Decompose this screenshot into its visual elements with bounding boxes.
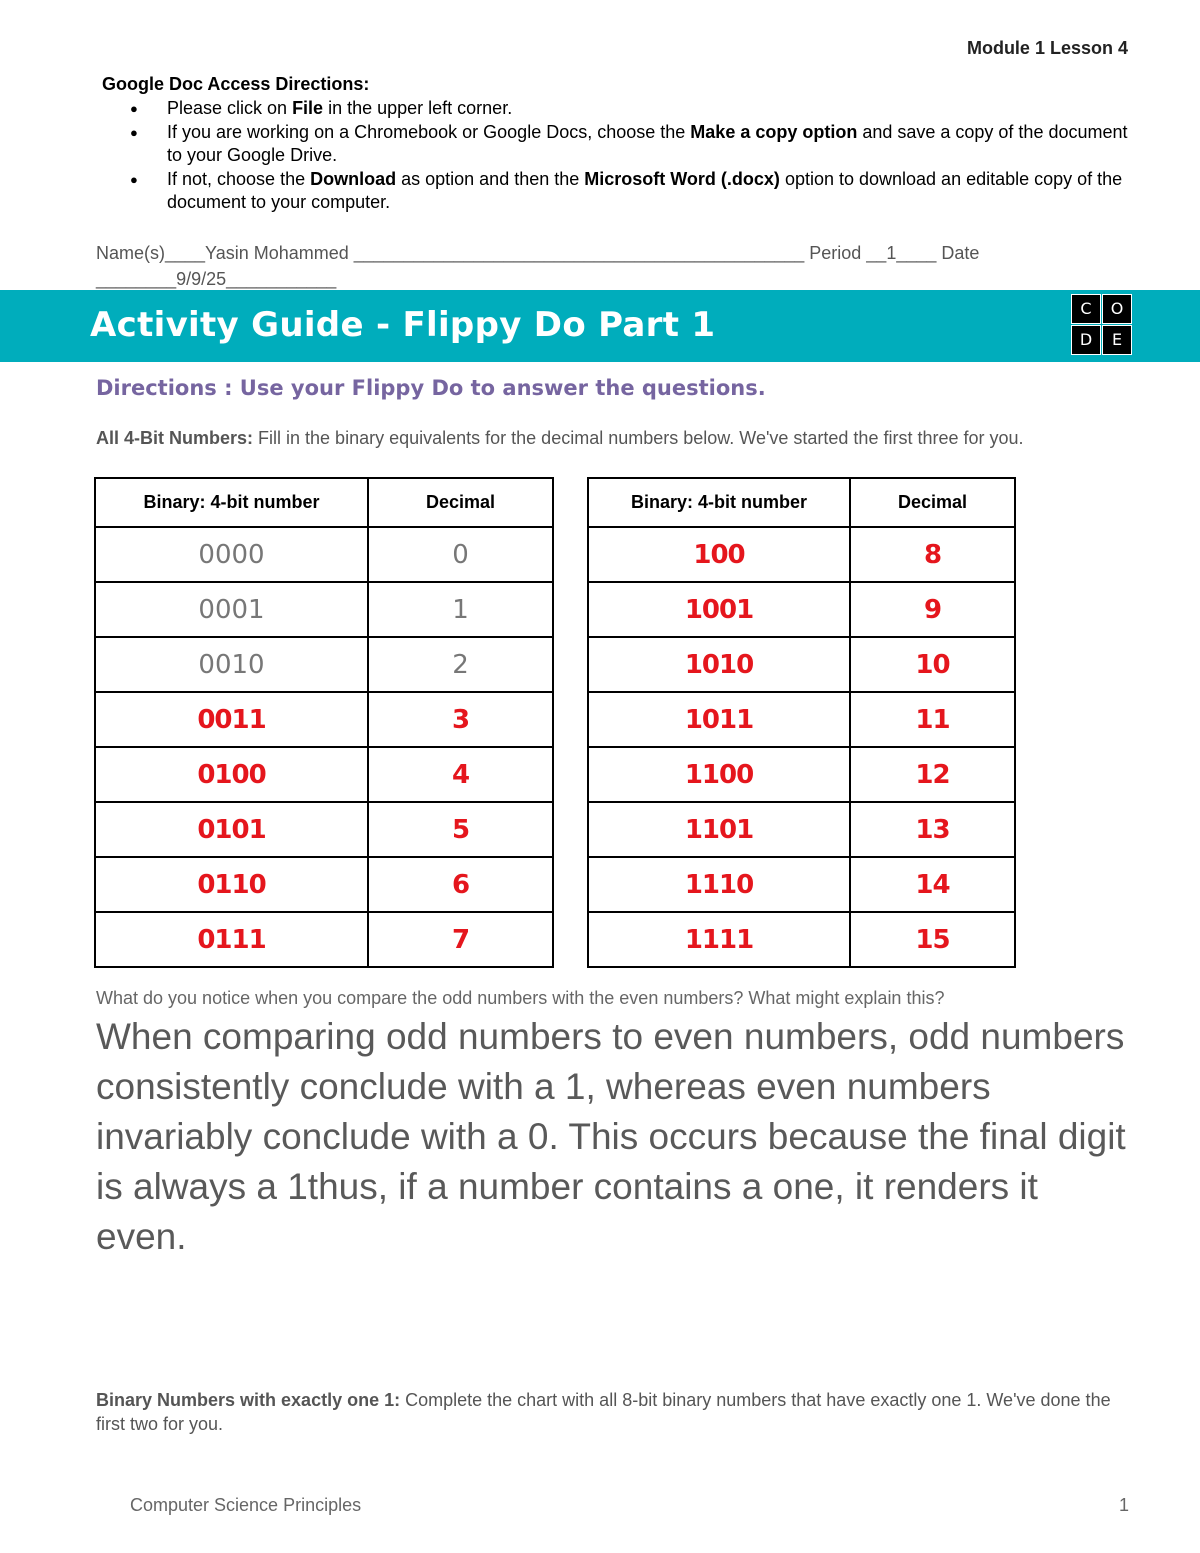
directions-heading: Directions : Use your Flippy Do to answer the questions. [96, 376, 766, 400]
question-text: What do you notice when you compare the odd numbers with the even numbers? What might explain this? [96, 988, 945, 1008]
binary-cell[interactable]: 0101 [95, 802, 368, 857]
decimal-cell[interactable]: 11 [850, 692, 1015, 747]
decimal-cell[interactable]: 7 [368, 912, 553, 967]
column-header: Binary: 4-bit number [95, 478, 368, 527]
decimal-cell[interactable]: 4 [368, 747, 553, 802]
decimal-cell[interactable]: 12 [850, 747, 1015, 802]
one-bits-instructions [96, 1388, 1136, 1436]
footer-course: Computer Science Principles [130, 1495, 362, 1515]
binary-cell[interactable]: 0000 [95, 527, 368, 582]
table-row [95, 857, 553, 912]
decimal-cell[interactable]: 3 [368, 692, 553, 747]
logo-letter: C [1071, 294, 1101, 324]
binary-cell[interactable]: 0110 [95, 857, 368, 912]
decimal-cell[interactable]: 15 [850, 912, 1015, 967]
table-row [95, 637, 553, 692]
binary-table-left [94, 477, 554, 968]
logo-letter: E [1102, 325, 1132, 355]
table-row [95, 692, 553, 747]
binary-cell[interactable]: 1111 [588, 912, 850, 967]
table-row [588, 527, 1015, 582]
answer-text[interactable]: When comparing odd numbers to even numbers, odd numbers consistently conclude with a 1, whereas even numbers invariably conclude with a 0. This occurs because the final digit is always a 1thus, if a number contains a one, it renders it even. [96, 1016, 1126, 1257]
date-line: ________9/9/25___________ [96, 269, 337, 289]
decimal-cell[interactable]: 10 [850, 637, 1015, 692]
section-text: Fill in the binary equivalents for the decimal numbers below. We've started the first three for you. [253, 428, 1024, 448]
name-line: Name(s)____Yasin Mohammed _____________________________________________ Period __1____ Date [96, 243, 980, 263]
code-logo [1071, 294, 1133, 356]
all-bits-instructions [96, 428, 1024, 449]
binary-table-right [587, 477, 1016, 968]
section-label: All 4-Bit Numbers: [96, 428, 254, 448]
column-header: Decimal [850, 478, 1015, 527]
decimal-cell[interactable]: 6 [368, 857, 553, 912]
text: as option and then the [396, 168, 585, 189]
text: If you are working on a Chromebook or Google Docs, choose the [167, 121, 691, 142]
table-row [588, 692, 1015, 747]
binary-cell[interactable]: 0011 [95, 692, 368, 747]
table-row [588, 857, 1015, 912]
text: Make a copy option [690, 121, 858, 142]
page-title: Activity Guide - Flippy Do Part 1 [90, 305, 716, 345]
text: If not, choose the [167, 168, 311, 189]
text: Microsoft Word (.docx) [584, 168, 780, 189]
list-item [130, 97, 1130, 121]
table-row [95, 747, 553, 802]
binary-cell[interactable]: 1001 [588, 582, 850, 637]
table-row [95, 802, 553, 857]
table-row [588, 637, 1015, 692]
access-directions-title: Google Doc Access Directions: [102, 74, 370, 94]
logo-letter: O [1102, 294, 1132, 324]
decimal-cell[interactable]: 13 [850, 802, 1015, 857]
name-period-date-line[interactable] [96, 240, 1106, 292]
module-label: Module 1 Lesson 4 [966, 38, 1128, 58]
table-row [588, 912, 1015, 967]
page-number: 1 [1119, 1495, 1130, 1515]
table-row [588, 802, 1015, 857]
column-header: Binary: 4-bit number [588, 478, 850, 527]
binary-cell[interactable]: 1101 [588, 802, 850, 857]
table-row [588, 582, 1015, 637]
text: and save a copy of the document to your Google Drive. [167, 121, 1128, 165]
text: in the upper left corner. [323, 98, 513, 118]
access-directions-list [130, 97, 1130, 215]
text: File [292, 98, 324, 118]
decimal-cell[interactable]: 0 [368, 527, 553, 582]
logo-letter: D [1071, 325, 1101, 355]
decimal-cell[interactable]: 14 [850, 857, 1015, 912]
decimal-cell[interactable]: 8 [850, 527, 1015, 582]
section-text: Complete the chart with all 8-bit binary numbers that have exactly one 1. We've done the first two for you. [96, 1390, 1111, 1434]
binary-cell[interactable]: 0001 [95, 582, 368, 637]
text: Download [310, 168, 397, 189]
table-row [95, 527, 553, 582]
decimal-cell[interactable]: 5 [368, 802, 553, 857]
decimal-cell[interactable]: 2 [368, 637, 553, 692]
text: Please click on [167, 98, 293, 118]
table-body [95, 527, 553, 967]
table-row [95, 912, 553, 967]
binary-cell[interactable]: 1010 [588, 637, 850, 692]
decimal-cell[interactable]: 1 [368, 582, 553, 637]
binary-cell[interactable]: 1011 [588, 692, 850, 747]
binary-cell[interactable]: 1100 [588, 747, 850, 802]
section-label: Binary Numbers with exactly one 1: [96, 1390, 401, 1410]
binary-cell[interactable]: 1110 [588, 857, 850, 912]
binary-cell[interactable]: 100 [588, 527, 850, 582]
binary-cell[interactable]: 0100 [95, 747, 368, 802]
list-item [130, 168, 1130, 215]
decimal-cell[interactable]: 9 [850, 582, 1015, 637]
table-row [588, 747, 1015, 802]
table-row [95, 582, 553, 637]
binary-cell[interactable]: 0111 [95, 912, 368, 967]
binary-cell[interactable]: 0010 [95, 637, 368, 692]
list-item [130, 121, 1130, 168]
column-header: Decimal [368, 478, 553, 527]
table-body [588, 527, 1015, 967]
text: option to download an editable copy of the document to your computer. [167, 168, 1123, 212]
